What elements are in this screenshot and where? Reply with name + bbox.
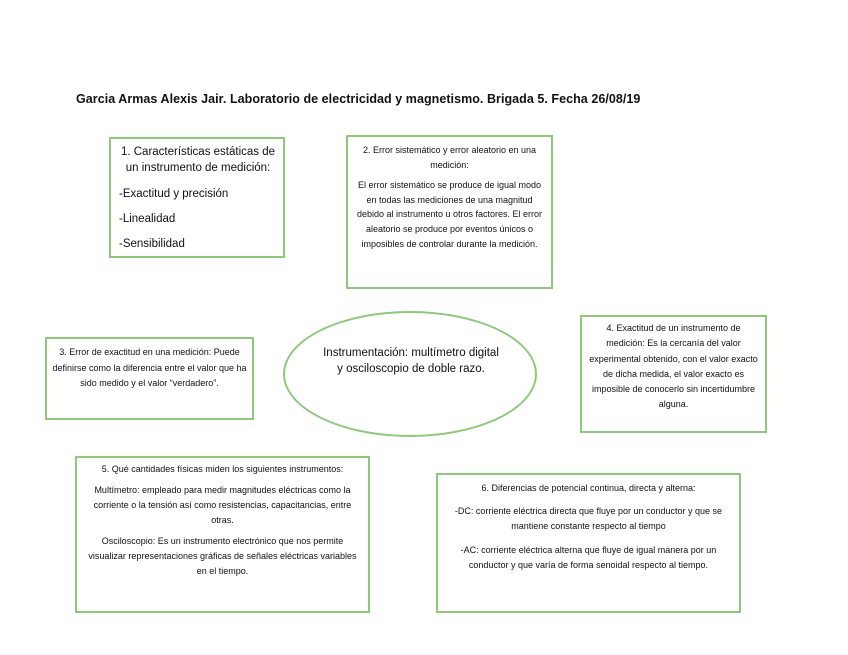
box-heading: 1. Características estáticas de un instrumento de medición: xyxy=(120,146,276,174)
box-body: 4. Exactitud de un instrumento de medición: Es la cercanía del valor experimental obtenido, con el valor exacto de dicha medida, el valor exacto es imposible de conocerlo sin incertidumbre alguna. xyxy=(589,323,758,410)
box-heading: 2. Error sistemático y error aleatorio en una medición: xyxy=(362,145,537,170)
static-characteristics-box xyxy=(109,137,285,258)
list-item: -Sensibilidad xyxy=(119,238,185,250)
physical-quantities-box xyxy=(75,456,370,613)
ac-paragraph: -AC: corriente eléctrica alterna que fluye de igual manera por un conductor y que varía de forma senoidal respecto al tiempo. xyxy=(460,544,717,570)
box-body: El error sistemático se produce de igual modo en todas las mediciones de una magnitud debido al instrumento u otros factores. El error aleatorio se produce por eventos únicos o imposibles de controlar durante la medición. xyxy=(356,180,543,249)
list-item: -Linealidad xyxy=(119,213,176,225)
potential-differences-box xyxy=(436,473,741,613)
box-body: 3. Error de exactitud en una medición: Puede definirse como la diferencia entre el valor que ha sido medido y el valor “verdadero”. xyxy=(52,347,247,388)
central-topic-text: Instrumentación: multímetro digital y osciloscopio de doble razo. xyxy=(323,347,499,375)
dc-paragraph: -DC: corriente eléctrica directa que fluye por un conductor y que se mantiene constante respecto al tiempo xyxy=(454,506,723,532)
multimeter-paragraph: Multímetro: empleado para medir magnitudes eléctricas como la corriente o la tensión así como resistencias, capacitancias, entre otras. xyxy=(93,485,352,525)
systematic-random-error-box xyxy=(346,135,553,289)
page-title: Garcia Armas Alexis Jair. Laboratorio de electricidad y magnetismo. Brigada 5. Fecha 26/08/19 xyxy=(76,92,641,106)
oscilloscope-paragraph: Osciloscopio: Es un instrumento electrónico que nos permite visualizar representaciones gráficas de señales eléctricas variables en el tiempo. xyxy=(88,536,357,576)
box-heading: 6. Diferencias de potencial continua, directa y alterna: xyxy=(481,483,696,493)
accuracy-error-box xyxy=(45,337,254,420)
box-heading: 5. Qué cantidades físicas miden los siguientes instrumentos: xyxy=(101,464,344,474)
instrument-accuracy-box xyxy=(580,315,767,433)
list-item: -Exactitud y precisión xyxy=(119,188,229,200)
